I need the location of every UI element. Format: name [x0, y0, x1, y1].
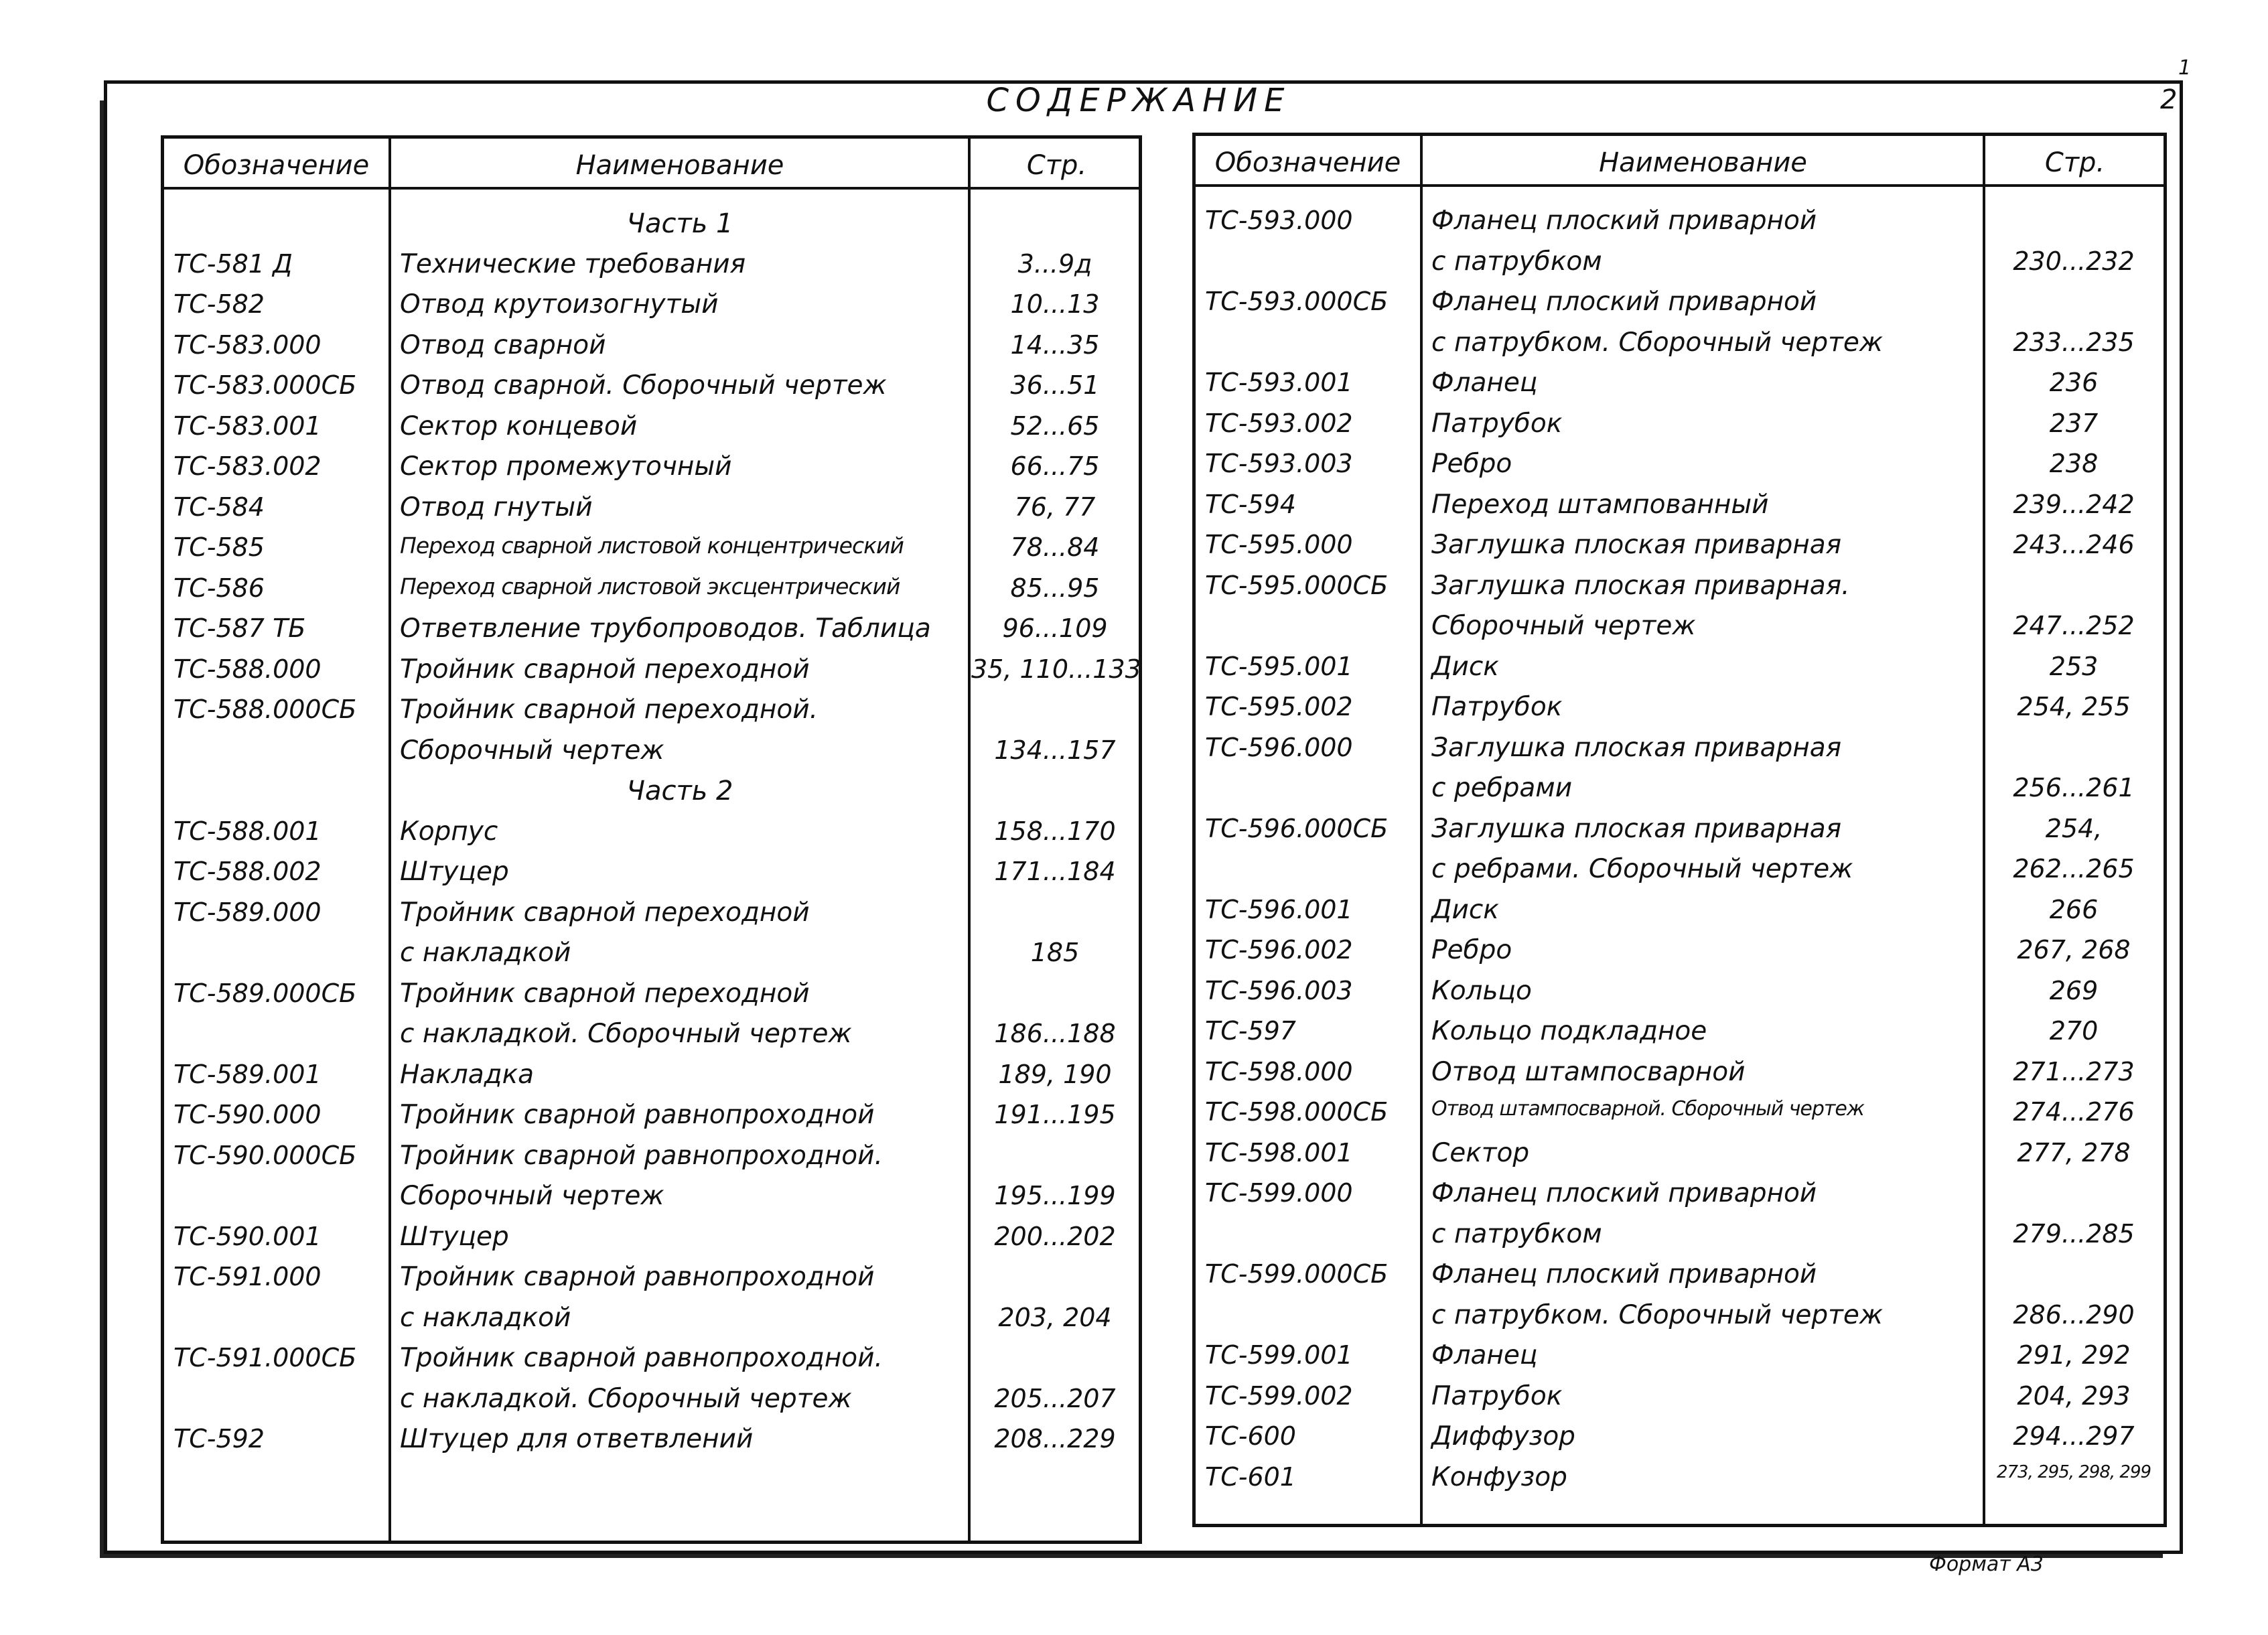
- row-page: 10...13: [1010, 289, 1100, 319]
- row-designation: ТС-592: [173, 1424, 265, 1453]
- table-row: [1196, 1216, 2164, 1257]
- row-name: Сборочный чертеж: [400, 735, 664, 766]
- row-name: Фланец плоский приварной: [1431, 206, 1817, 236]
- header-designation: Обозначение: [183, 150, 370, 181]
- table-row: [164, 287, 1139, 328]
- row-page: 189, 190: [998, 1059, 1112, 1089]
- table-row: [1196, 568, 2164, 609]
- row-page: 294...297: [2013, 1421, 2135, 1451]
- row-name: Сектор: [1431, 1137, 1530, 1168]
- row-designation: ТС-583.001: [173, 411, 322, 441]
- row-designation: ТС-585: [173, 532, 265, 562]
- row-name: Диск: [1431, 894, 1499, 925]
- row-name: Заглушка плоская приварная.: [1431, 570, 1850, 601]
- table-row: [164, 1259, 1139, 1300]
- table-row: [164, 895, 1139, 936]
- row-designation: ТС-588.001: [173, 816, 322, 846]
- table-row: [164, 206, 1139, 246]
- row-page: 254,: [2045, 813, 2103, 843]
- table-row: [1196, 1013, 2164, 1054]
- table-row: [1196, 649, 2164, 690]
- row-designation: ТС-595.000: [1205, 530, 1353, 559]
- table-row: [1196, 689, 2164, 730]
- table-row: [1196, 203, 2164, 244]
- row-name: с патрубком: [1431, 246, 1602, 277]
- row-page: 204, 293: [2017, 1380, 2131, 1411]
- table-row: [164, 1097, 1139, 1138]
- table-row: [1196, 973, 2164, 1014]
- header-page: Стр.: [1026, 150, 1087, 181]
- row-page: 269: [2049, 975, 2099, 1005]
- table-row: [1196, 1460, 2164, 1500]
- row-designation: ТС-589.000: [173, 897, 322, 927]
- row-name: Тройник сварной равнопроходной.: [400, 1343, 883, 1373]
- row-page: 254, 255: [2017, 692, 2131, 721]
- table-row: [164, 328, 1139, 368]
- row-page: 274...276: [2013, 1097, 2135, 1127]
- row-designation: ТС-596.000: [1205, 732, 1353, 762]
- row-page: 195...199: [994, 1181, 1116, 1210]
- row-name: Заглушка плоская приварная: [1431, 813, 1842, 844]
- table-row: [164, 1219, 1139, 1260]
- row-name: Фланец плоский приварной: [1431, 1178, 1817, 1208]
- table-row: [164, 692, 1139, 733]
- row-name: Кольцо подкладное: [1431, 1016, 1707, 1046]
- row-page: 3...9д: [1017, 248, 1092, 279]
- row-page: 36...51: [1010, 370, 1100, 400]
- table-row: [164, 1178, 1139, 1219]
- row-page: 185: [1030, 938, 1080, 967]
- table-row: [1196, 1338, 2164, 1378]
- row-name: Тройник сварной переходной.: [400, 695, 819, 725]
- table-row: [1196, 1094, 2164, 1135]
- table-row: [1196, 1419, 2164, 1460]
- table-row: [164, 1421, 1139, 1462]
- row-name: Отвод штампосварной: [1431, 1056, 1746, 1087]
- row-name: с накладкой: [400, 1302, 571, 1333]
- row-page: 205...207: [994, 1383, 1116, 1413]
- row-designation: ТС-593.000: [1205, 206, 1353, 235]
- contents-table-left: [161, 135, 1142, 1544]
- row-name: Сборочный чертеж: [400, 1181, 664, 1211]
- table-row: [1196, 892, 2164, 933]
- row-page: 243...246: [2013, 530, 2135, 559]
- format-label: Формат А3: [1929, 1553, 2044, 1576]
- row-name: Тройник сварной переходной: [400, 897, 810, 928]
- row-page: 286...290: [2013, 1299, 2135, 1330]
- row-designation: ТС-588.002: [173, 857, 322, 886]
- row-page: 171...184: [994, 857, 1116, 886]
- table-row: [1196, 1257, 2164, 1297]
- table-row: [164, 611, 1139, 652]
- row-name: Отвод штампосварной. Сборочный чертеж: [1431, 1097, 1864, 1121]
- row-name: с ребрами: [1431, 773, 1573, 803]
- row-designation: ТС-598.001: [1205, 1137, 1353, 1167]
- row-page: 191...195: [994, 1100, 1116, 1129]
- row-page: 85...95: [1010, 573, 1100, 603]
- row-page: 52...65: [1010, 411, 1100, 441]
- row-designation: ТС-601: [1205, 1462, 1296, 1492]
- table-row: [1196, 1135, 2164, 1176]
- table-row: [164, 652, 1139, 693]
- row-designation: ТС-590.001: [173, 1221, 322, 1251]
- row-name: Корпус: [400, 816, 498, 847]
- row-name: с патрубком. Сборочный чертеж: [1431, 1299, 1883, 1330]
- table-row: [164, 935, 1139, 976]
- row-designation: ТС-593.002: [1205, 408, 1353, 438]
- table-row: [1196, 851, 2164, 892]
- row-designation: ТС-590.000СБ: [173, 1140, 357, 1170]
- row-name: Тройник сварной равнопроходной.: [400, 1140, 883, 1171]
- row-page: 237: [2049, 408, 2099, 438]
- table-row: [164, 1381, 1139, 1422]
- table-row: [1196, 770, 2164, 811]
- row-name: Ребро: [1431, 935, 1512, 965]
- row-name: с патрубком. Сборочный чертеж: [1431, 327, 1883, 358]
- row-page: 291, 292: [2017, 1340, 2131, 1370]
- row-page: 35, 110...133: [971, 654, 1141, 684]
- table-row: [164, 773, 1139, 814]
- header-divider: [1196, 184, 2164, 187]
- row-designation: ТС-589.000СБ: [173, 978, 357, 1008]
- row-page: 271...273: [2013, 1056, 2135, 1086]
- row-name: Фланец: [1431, 1340, 1538, 1370]
- row-designation: ТС-591.000: [173, 1262, 322, 1291]
- table-row: [164, 490, 1139, 530]
- row-designation: ТС-595.001: [1205, 651, 1353, 681]
- header-designation: Обозначение: [1214, 147, 1401, 178]
- table-row: [164, 530, 1139, 571]
- table-row: [164, 1057, 1139, 1098]
- row-name: Конфузор: [1431, 1462, 1567, 1492]
- row-name: Кольцо: [1431, 975, 1532, 1006]
- row-name: Отвод гнутый: [400, 492, 593, 522]
- row-page: 14...35: [1010, 330, 1100, 360]
- row-name: Фланец плоский приварной: [1431, 1259, 1817, 1289]
- section-heading: Часть 2: [626, 776, 733, 806]
- contents-table-right: [1192, 133, 2167, 1527]
- row-page: 247...252: [2013, 611, 2135, 640]
- row-name: Переход сварной листовой концентрический: [400, 532, 904, 559]
- rows-right: [1196, 203, 2164, 1500]
- row-designation: ТС-596.003: [1205, 975, 1353, 1005]
- table-row: [164, 814, 1139, 855]
- row-name: Тройник сварной равнопроходной: [400, 1100, 875, 1130]
- table-row: [164, 368, 1139, 409]
- row-name: Штуцер: [400, 857, 509, 887]
- row-designation: ТС-582: [173, 289, 265, 319]
- table-row: [164, 733, 1139, 774]
- row-designation: ТС-599.000: [1205, 1178, 1353, 1208]
- table-row: [1196, 325, 2164, 366]
- row-page: 277, 278: [2017, 1137, 2131, 1167]
- row-name: Технические требования: [400, 248, 746, 279]
- row-designation: ТС-595.002: [1205, 692, 1353, 721]
- table-row: [164, 1340, 1139, 1381]
- rows-left: [164, 206, 1139, 1462]
- row-name: Отвод сварной. Сборочный чертеж: [400, 370, 887, 401]
- row-page: 158...170: [994, 816, 1116, 846]
- row-page: 233...235: [2013, 327, 2135, 357]
- row-designation: ТС-594: [1205, 489, 1296, 519]
- row-page: 239...242: [2013, 489, 2135, 519]
- row-designation: ТС-587 ТБ: [173, 614, 306, 643]
- row-name: с накладкой: [400, 938, 571, 968]
- row-page: 134...157: [994, 735, 1116, 765]
- row-page: 76, 77: [1014, 492, 1096, 522]
- table-row: [164, 854, 1139, 895]
- row-page: 279...285: [2013, 1218, 2135, 1249]
- row-designation: ТС-586: [173, 573, 265, 603]
- row-name: Патрубок: [1431, 692, 1563, 722]
- table-row: [164, 246, 1139, 287]
- row-name: Тройник сварной переходной: [400, 978, 810, 1009]
- row-page: 253: [2049, 651, 2099, 681]
- row-page: 208...229: [994, 1424, 1116, 1453]
- table-row: [164, 571, 1139, 612]
- row-designation: ТС-596.001: [1205, 894, 1353, 924]
- row-name: Штуцер: [400, 1221, 509, 1252]
- table-row: [1196, 730, 2164, 771]
- row-name: Диск: [1431, 651, 1499, 682]
- row-designation: ТС-598.000: [1205, 1056, 1353, 1086]
- table-row: [1196, 284, 2164, 325]
- row-designation: ТС-583.000СБ: [173, 370, 357, 400]
- row-designation: ТС-584: [173, 492, 265, 522]
- table-row: [1196, 1054, 2164, 1095]
- table-row: [1196, 932, 2164, 973]
- table-row: [1196, 244, 2164, 285]
- header-name: Наименование: [575, 150, 784, 181]
- row-page: 200...202: [994, 1221, 1116, 1251]
- row-page: 66...75: [1010, 451, 1100, 481]
- row-designation: ТС-595.000СБ: [1205, 570, 1389, 600]
- table-row: [1196, 608, 2164, 649]
- row-designation: ТС-596.000СБ: [1205, 813, 1389, 843]
- sheet-number: 2: [2160, 84, 2178, 115]
- row-designation: ТС-600: [1205, 1421, 1296, 1451]
- row-page: 256...261: [2013, 773, 2135, 802]
- header-divider: [164, 187, 1139, 190]
- row-page: 238: [2049, 449, 2099, 478]
- table-row: [164, 1016, 1139, 1057]
- row-designation: ТС-583.000: [173, 330, 322, 360]
- header-page: Стр.: [2044, 147, 2105, 178]
- row-name: Накладка: [400, 1059, 535, 1090]
- row-designation: ТС-588.000СБ: [173, 695, 357, 724]
- row-name: Сектор промежуточный: [400, 451, 732, 482]
- table-row: [164, 976, 1139, 1017]
- row-name: Штуцер для ответвлений: [400, 1424, 754, 1454]
- row-designation: ТС-581 Д: [173, 248, 293, 279]
- row-name: Ребро: [1431, 449, 1512, 479]
- table-row: [1196, 1297, 2164, 1338]
- row-name: Сектор концевой: [400, 411, 638, 441]
- row-name: Сборочный чертеж: [1431, 611, 1696, 641]
- row-designation: ТС-593.003: [1205, 449, 1353, 478]
- row-designation: ТС-590.000: [173, 1100, 322, 1129]
- sheet-mark: 1: [2178, 56, 2192, 80]
- row-name: с патрубком: [1431, 1218, 1602, 1249]
- row-name: Тройник сварной переходной: [400, 654, 810, 685]
- row-page: 78...84: [1010, 532, 1100, 562]
- row-page: 230...232: [2013, 246, 2135, 276]
- row-name: Патрубок: [1431, 408, 1563, 439]
- row-designation: ТС-599.002: [1205, 1380, 1353, 1411]
- row-designation: ТС-597: [1205, 1016, 1296, 1046]
- row-designation: ТС-598.000СБ: [1205, 1097, 1389, 1127]
- row-designation: ТС-588.000: [173, 654, 322, 684]
- table-row: [164, 449, 1139, 490]
- row-designation: ТС-583.002: [173, 451, 322, 481]
- row-page: 270: [2049, 1016, 2099, 1046]
- row-name: Диффузор: [1431, 1421, 1575, 1451]
- row-name: Заглушка плоская приварная: [1431, 530, 1842, 560]
- row-name: Отвод крутоизогнутый: [400, 289, 719, 319]
- table-row: [164, 409, 1139, 449]
- row-page: 273, 295, 298, 299: [1996, 1462, 2151, 1482]
- row-designation: ТС-596.002: [1205, 935, 1353, 965]
- table-row: [1196, 527, 2164, 568]
- row-name: Отвод сварной: [400, 330, 606, 360]
- table-row: [1196, 1176, 2164, 1216]
- row-name: с накладкой. Сборочный чертеж: [400, 1019, 852, 1049]
- table-row: [1196, 1378, 2164, 1419]
- row-designation: ТС-593.000СБ: [1205, 287, 1389, 316]
- header-name: Наименование: [1599, 147, 1807, 178]
- row-name: Тройник сварной равнопроходной: [400, 1262, 875, 1292]
- row-name: Заглушка плоская приварная: [1431, 732, 1842, 763]
- row-name: Ответвление трубопроводов. Таблица: [400, 614, 931, 644]
- row-name: с накладкой. Сборочный чертеж: [400, 1383, 852, 1414]
- row-name: Фланец: [1431, 368, 1538, 398]
- table-row: [164, 1300, 1139, 1341]
- row-page: 186...188: [994, 1019, 1116, 1048]
- table-row: [1196, 365, 2164, 406]
- table-row: [1196, 487, 2164, 528]
- table-row: [1196, 406, 2164, 447]
- row-page: 203, 204: [998, 1302, 1112, 1332]
- row-page: 262...265: [2013, 854, 2135, 883]
- row-designation: ТС-589.001: [173, 1059, 322, 1089]
- row-page: 266: [2049, 894, 2099, 924]
- document-title: СОДЕРЖАНИЕ: [986, 82, 1291, 119]
- table-row: [1196, 446, 2164, 487]
- row-designation: ТС-591.000СБ: [173, 1343, 357, 1372]
- row-name: Фланец плоский приварной: [1431, 287, 1817, 317]
- section-heading: Часть 1: [626, 208, 733, 239]
- row-name: Патрубок: [1431, 1380, 1563, 1411]
- row-name: Переход штампованный: [1431, 489, 1769, 520]
- row-page: 236: [2049, 368, 2099, 397]
- row-name: Переход сварной листовой эксцентрический: [400, 573, 900, 599]
- row-name: с ребрами. Сборочный чертеж: [1431, 854, 1853, 884]
- table-row: [1196, 811, 2164, 852]
- row-page: 96...109: [1002, 614, 1108, 643]
- row-page: 267, 268: [2017, 935, 2131, 965]
- row-designation: ТС-599.001: [1205, 1340, 1353, 1370]
- row-designation: ТС-593.001: [1205, 368, 1353, 397]
- table-row: [164, 1138, 1139, 1179]
- row-designation: ТС-599.000СБ: [1205, 1259, 1389, 1289]
